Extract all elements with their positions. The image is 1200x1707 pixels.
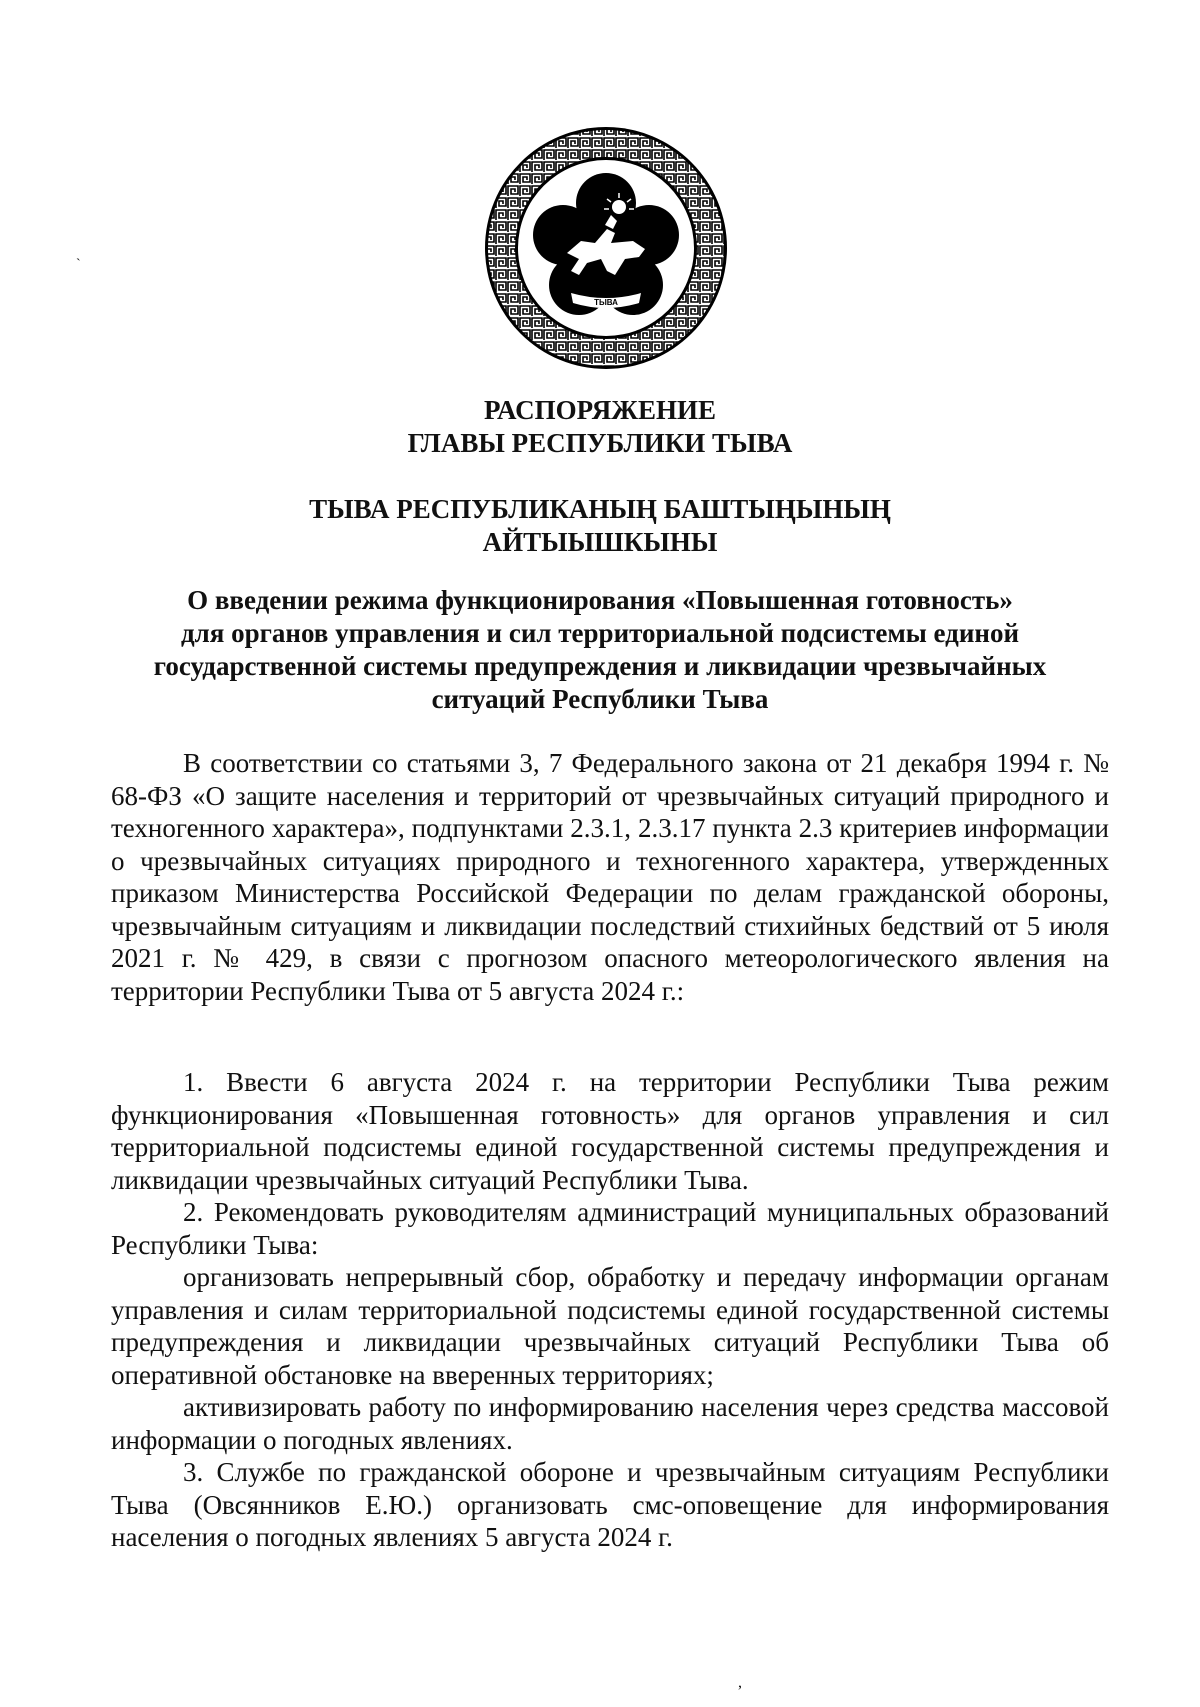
preamble-paragraph: В соответствии со статьями 3, 7 Федерального закона от 21 декабря 1994 г. № 68-ФЗ «О защите населения и территорий от чрезвычайных ситуаций природного и техногенного характера», подпунктами 2.3.1, 2.3.17 пункта 2.3 критериев информации о чрезвычайных ситуациях природного и техногенного характера, утвержденных приказом Министерства Российской Федерации по делам гражданской обороны, чрезвычайным ситуациям и ликвидации последствий стихийных бедствий от 5 июля 2021 г. № 429, в связи с прогнозом опасного метеорологического явления на территории Республики Тыва от 5 августа 2024 г.: — [111, 748, 1109, 1006]
doc-type: РАСПОРЯЖЕНИЕ — [483, 395, 717, 425]
tyvan-line-2: АЙТЫЫШКЫНЫ — [482, 527, 718, 557]
preamble-section — [111, 747, 1109, 1007]
title-line-2: для органов управления и сил территориальной подсистемы единой — [180, 618, 1020, 648]
item-2: 2. Рекомендовать руководителям администраций муниципальных образований Республики Тыва: — [111, 1197, 1109, 1260]
item-1: 1. Ввести 6 августа 2024 г. на территории Республики Тыва режим функционирования «Повышенная готовность» для органов управления и сил территориальной подсистемы единой государственной системы предупреждения и ликвидации чрезвычайных ситуаций Республики Тыва. — [111, 1067, 1109, 1195]
republic-of-tyva-emblem-icon — [483, 125, 729, 371]
orders-section — [111, 1066, 1109, 1554]
title-line-3: государственной системы предупреждения и ликвидации чрезвычайных — [153, 651, 1047, 681]
scan-speck: , — [738, 1674, 742, 1691]
title-line-1: О введении режима функционирования «Повышенная готовность» — [187, 585, 1013, 615]
issuer: ГЛАВЫ РЕСПУБЛИКИ ТЫВА — [407, 428, 793, 458]
document-header — [0, 394, 1200, 460]
item-3: 3. Службе по гражданской обороне и чрезвычайным ситуациям Республики Тыва (Овсянников Е.Ю.) организовать смс-оповещение для информирования населения о погодных явлениях 5 августа 2024 г. — [111, 1457, 1109, 1552]
document-title — [0, 584, 1200, 716]
scan-speck: ` — [76, 257, 81, 272]
item-2a: организовать непрерывный сбор, обработку и передачу информации органам управления и силам территориальной подсистемы единой государственной системы предупреждения и ликвидации чрезвычайных ситуаций Республики Тыва об оперативной обстановке на вверенных территориях; — [111, 1262, 1109, 1390]
item-2b: активизировать работу по информированию населения через средства массовой информации о погодных явлениях. — [111, 1392, 1109, 1455]
tyvan-line-1: ТЫВА РЕСПУБЛИКАНЫҢ БАШТЫҢЫНЫҢ — [309, 494, 891, 524]
title-line-4: ситуаций Республики Тыва — [431, 684, 769, 714]
svg-text:ТЫВА: ТЫВА — [594, 298, 618, 307]
tyvan-header — [0, 493, 1200, 559]
